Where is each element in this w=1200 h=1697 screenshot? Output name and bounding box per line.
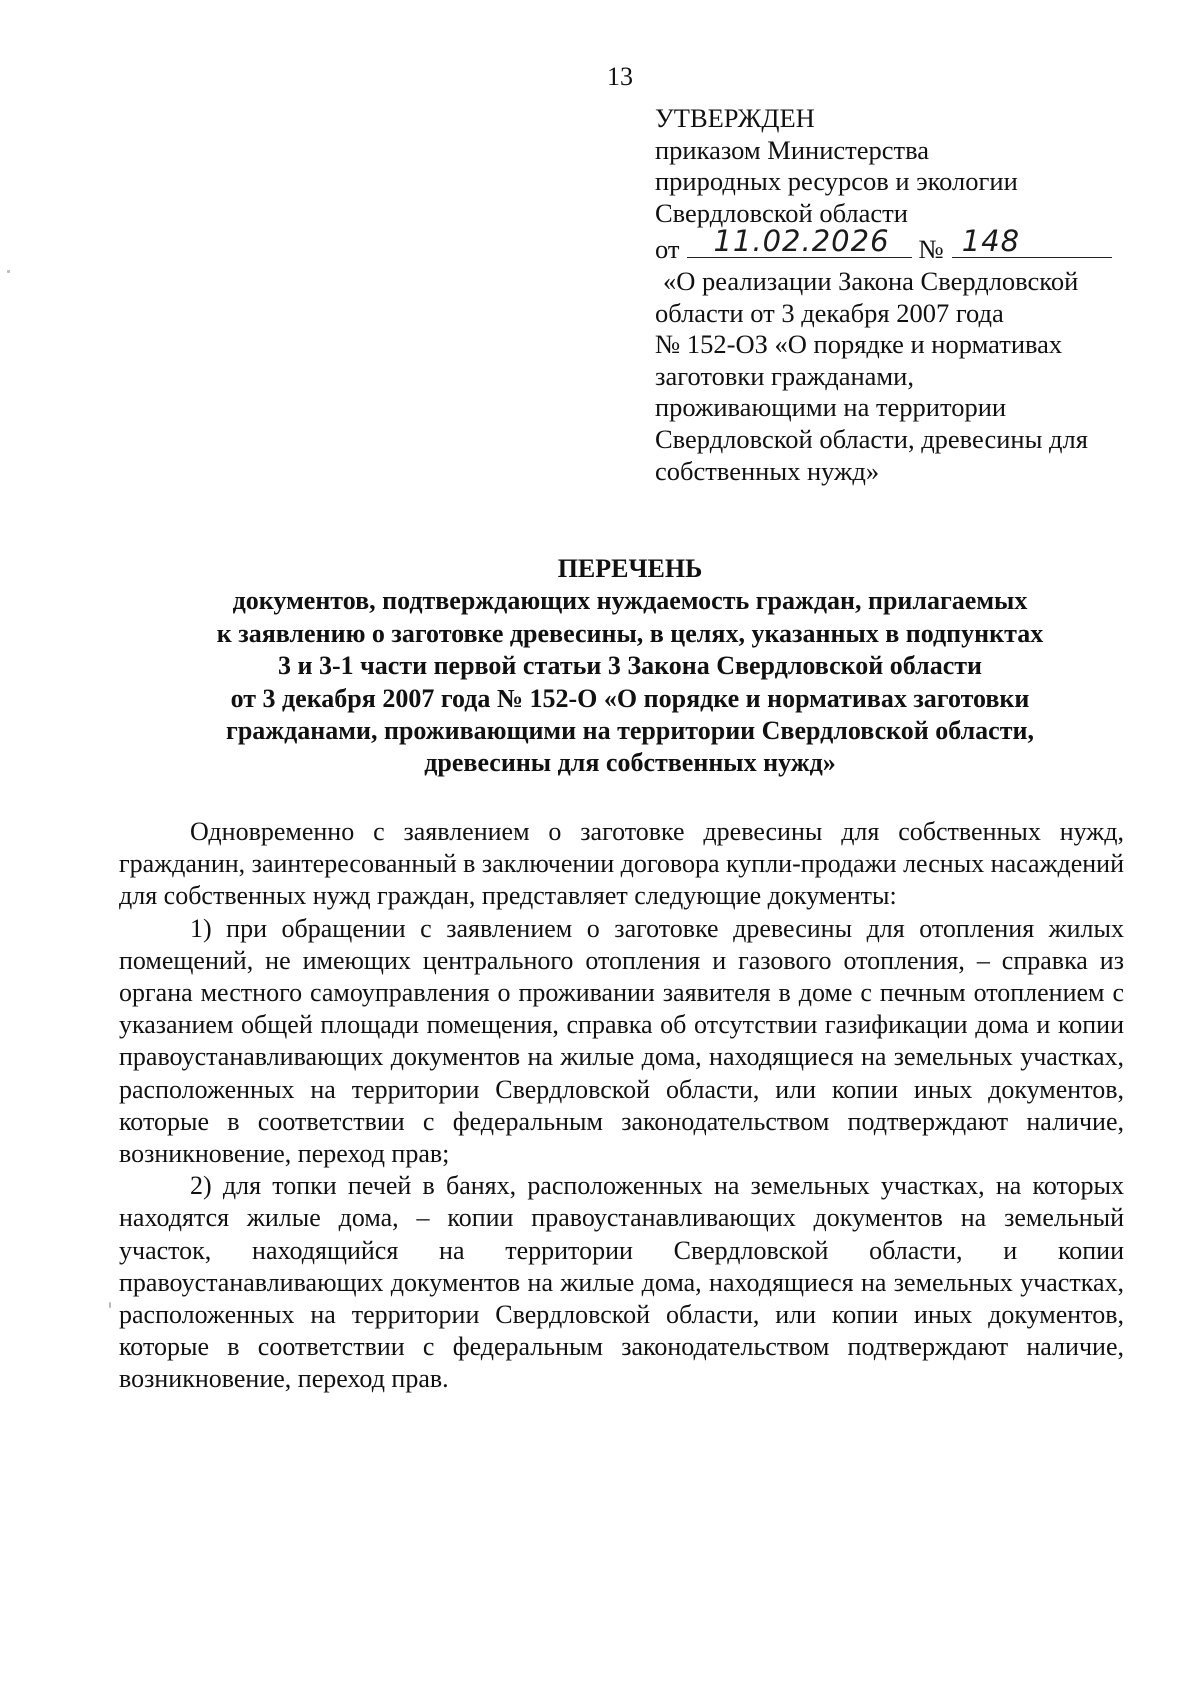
order-title-line-7: собственных нужд» [655,455,880,486]
scan-speck [7,270,10,273]
heading-title: ПЕРЕЧЕНЬ [557,554,703,583]
page-number: 13 [607,62,633,91]
approval-line-1: УТВЕРЖДЕН [655,103,815,133]
heading-line-4: 3 и 3-1 части первой статьи 3 Закона Свердловской области [277,651,983,681]
document-heading [120,553,1140,780]
heading-line-3: к заявлению о заготовке древесины, в целях, указанных в подпунктах [216,618,1044,648]
approval-line-2: приказом Министерства [655,134,930,165]
date-prefix: от [655,234,680,265]
order-title-line-6: Свердловской области, древесины для [655,423,1088,454]
order-title-line-4: заготовки гражданами, [655,360,914,391]
number-prefix: № [918,234,944,265]
number-field [952,224,1112,259]
heading-line-5: от 3 декабря 2007 года № 152-О «О порядке и нормативах заготовки [230,683,1030,713]
document-body [119,816,1124,1396]
handwritten-date: 11.02.2026 [713,224,890,259]
order-title-line-1: «О реализации Закона Свердловской [663,265,1079,296]
approval-block [655,103,1125,487]
paragraph-item-1: 1) при обращении с заявлением о заготовке древесины для отопления жилых помещений, не имеющих центрального отопления и газового отопления, – справка из органа местного самоуправления о проживании заявителя в доме с печным отоплением с указанием общей площади помещения, справка об отсутствии газификации дома и копии правоустанавливающих документов на жилые дома, находящиеся на земельных участках, расположенных на территории Свердловской области, или копии иных документов, которые в соответствии с федеральным законодательством подтверждают наличие, возникновение, переход прав; [119,913,1124,1169]
order-title-line-3: № 152-ОЗ «О порядке и нормативах [655,329,1063,360]
order-title-line-5: проживающими на территории [655,392,1007,423]
heading-line-7: древесины для собственных нужд» [424,748,836,778]
scan-speck [109,1302,111,1308]
handwritten-number: 148 [961,224,1021,259]
date-field [687,224,912,259]
approval-line-3: природных ресурсов и экологии [655,166,1018,197]
paragraph-intro: Одновременно с заявлением о заготовке древесины для собственных нужд, гражданин, заинтересованный в заключении договора купли-продажи лесных насаждений для собственных нужд граждан, представляет следующие документы: [119,817,1124,911]
order-title-line-2: области от 3 декабря 2007 года [655,297,1004,328]
approval-date-number-line [655,224,1125,266]
approval-line-4: Свердловской области [655,197,908,228]
heading-line-2: документов, подтверждающих нуждаемость граждан, прилагаемых [232,586,1028,616]
paragraph-item-2: 2) для топки печей в банях, расположенных на земельных участках, на которых находятся жилые дома, – копии правоустанавливающих документов на земельный участок, находящийся на территории Свердловской области, и копии правоустанавливающих документов на жилые дома, находящиеся на земельных участках, расположенных на территории Свердловской области, или копии иных документов, которые в соответствии с федеральным законодательством подтверждают наличие, возникновение, переход прав. [119,1171,1124,1394]
heading-line-6: гражданами, проживающими на территории Свердловской области, [226,716,1034,746]
